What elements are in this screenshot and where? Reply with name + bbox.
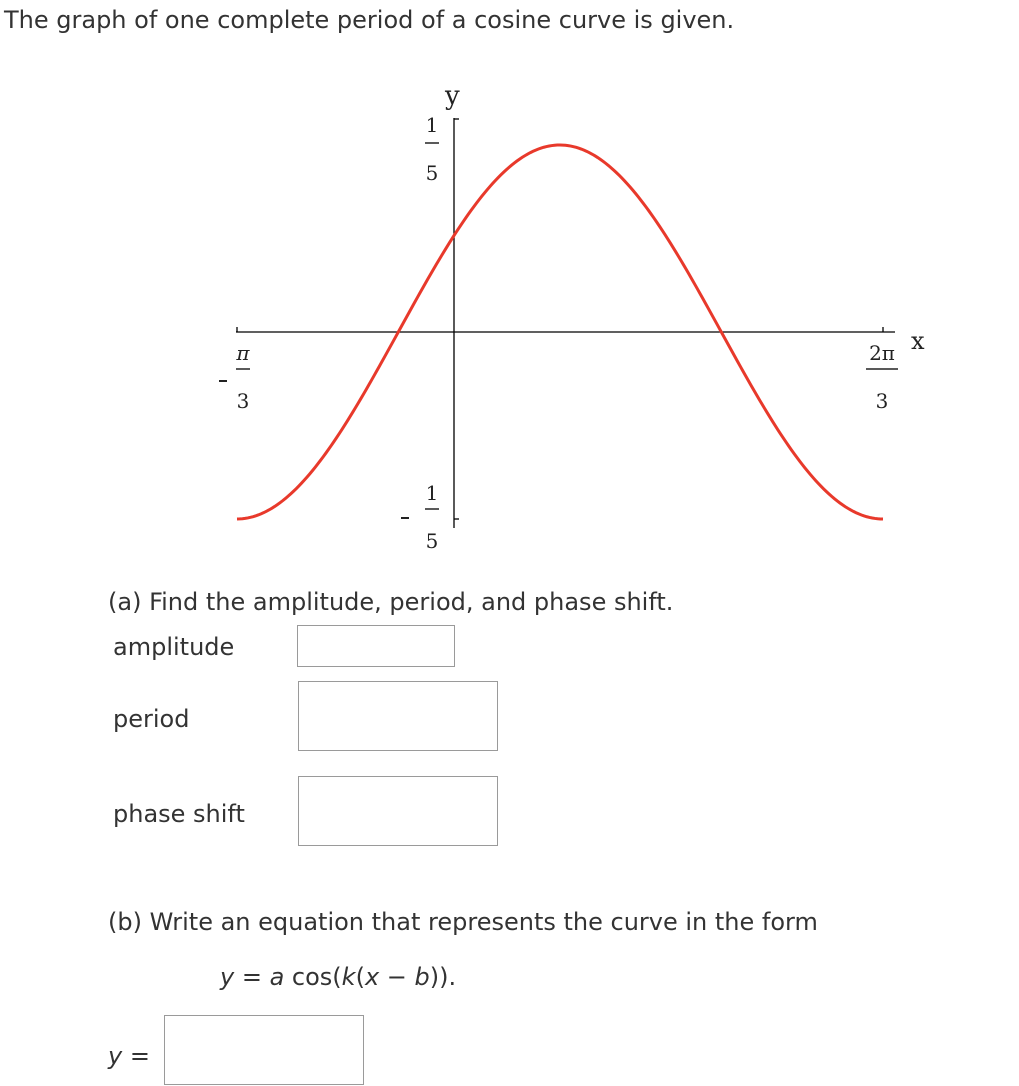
form-open: ( (355, 963, 365, 991)
form-b: b (414, 963, 430, 991)
period-label: period (113, 705, 190, 733)
x-tick-den-left: 3 (236, 389, 250, 413)
amplitude-input[interactable] (297, 625, 455, 667)
form-y: y (220, 963, 235, 991)
form-a: a (269, 963, 285, 991)
x-tick-label-2pi-over-3 (866, 341, 898, 413)
y-tick-den-bottom: 5 (425, 529, 439, 553)
y-tick-label-neg-1-over-5 (401, 481, 439, 553)
equation-input[interactable] (164, 1015, 364, 1085)
x-axis-label: x (911, 327, 925, 355)
form-minus: − (379, 963, 415, 991)
phase-shift-input[interactable] (298, 776, 498, 846)
form-cos: cos( (284, 963, 342, 991)
x-tick-label-neg-pi-over-3 (219, 341, 250, 413)
form-x: x (364, 963, 380, 991)
x-tick-num-right: 2π (869, 341, 895, 365)
answer-label (108, 1042, 150, 1070)
form-eq: = (234, 963, 270, 991)
cosine-graph (0, 60, 1019, 560)
amplitude-label: amplitude (113, 633, 235, 661)
question-intro: The graph of one complete period of a cosine curve is given. (4, 6, 735, 34)
equation-form (220, 963, 456, 991)
phase-shift-label: phase shift (113, 800, 245, 828)
y-tick-num-bottom: 1 (425, 481, 439, 505)
answer-eq: = (122, 1042, 150, 1070)
x-tick-num-left: π (236, 341, 250, 365)
y-tick-label-1-over-5 (425, 113, 439, 185)
part-b-prompt: (b) Write an equation that represents the curve in the form (108, 908, 818, 936)
answer-y: y (108, 1042, 123, 1070)
y-tick-den-top: 5 (425, 161, 439, 185)
y-tick-num-top: 1 (425, 113, 439, 137)
part-a-prompt: (a) Find the amplitude, period, and phase shift. (108, 588, 674, 616)
y-axis-label: y (445, 81, 460, 111)
x-tick-den-right: 3 (875, 389, 889, 413)
form-close: )). (429, 963, 457, 991)
period-input[interactable] (298, 681, 498, 751)
form-k: k (341, 963, 356, 991)
